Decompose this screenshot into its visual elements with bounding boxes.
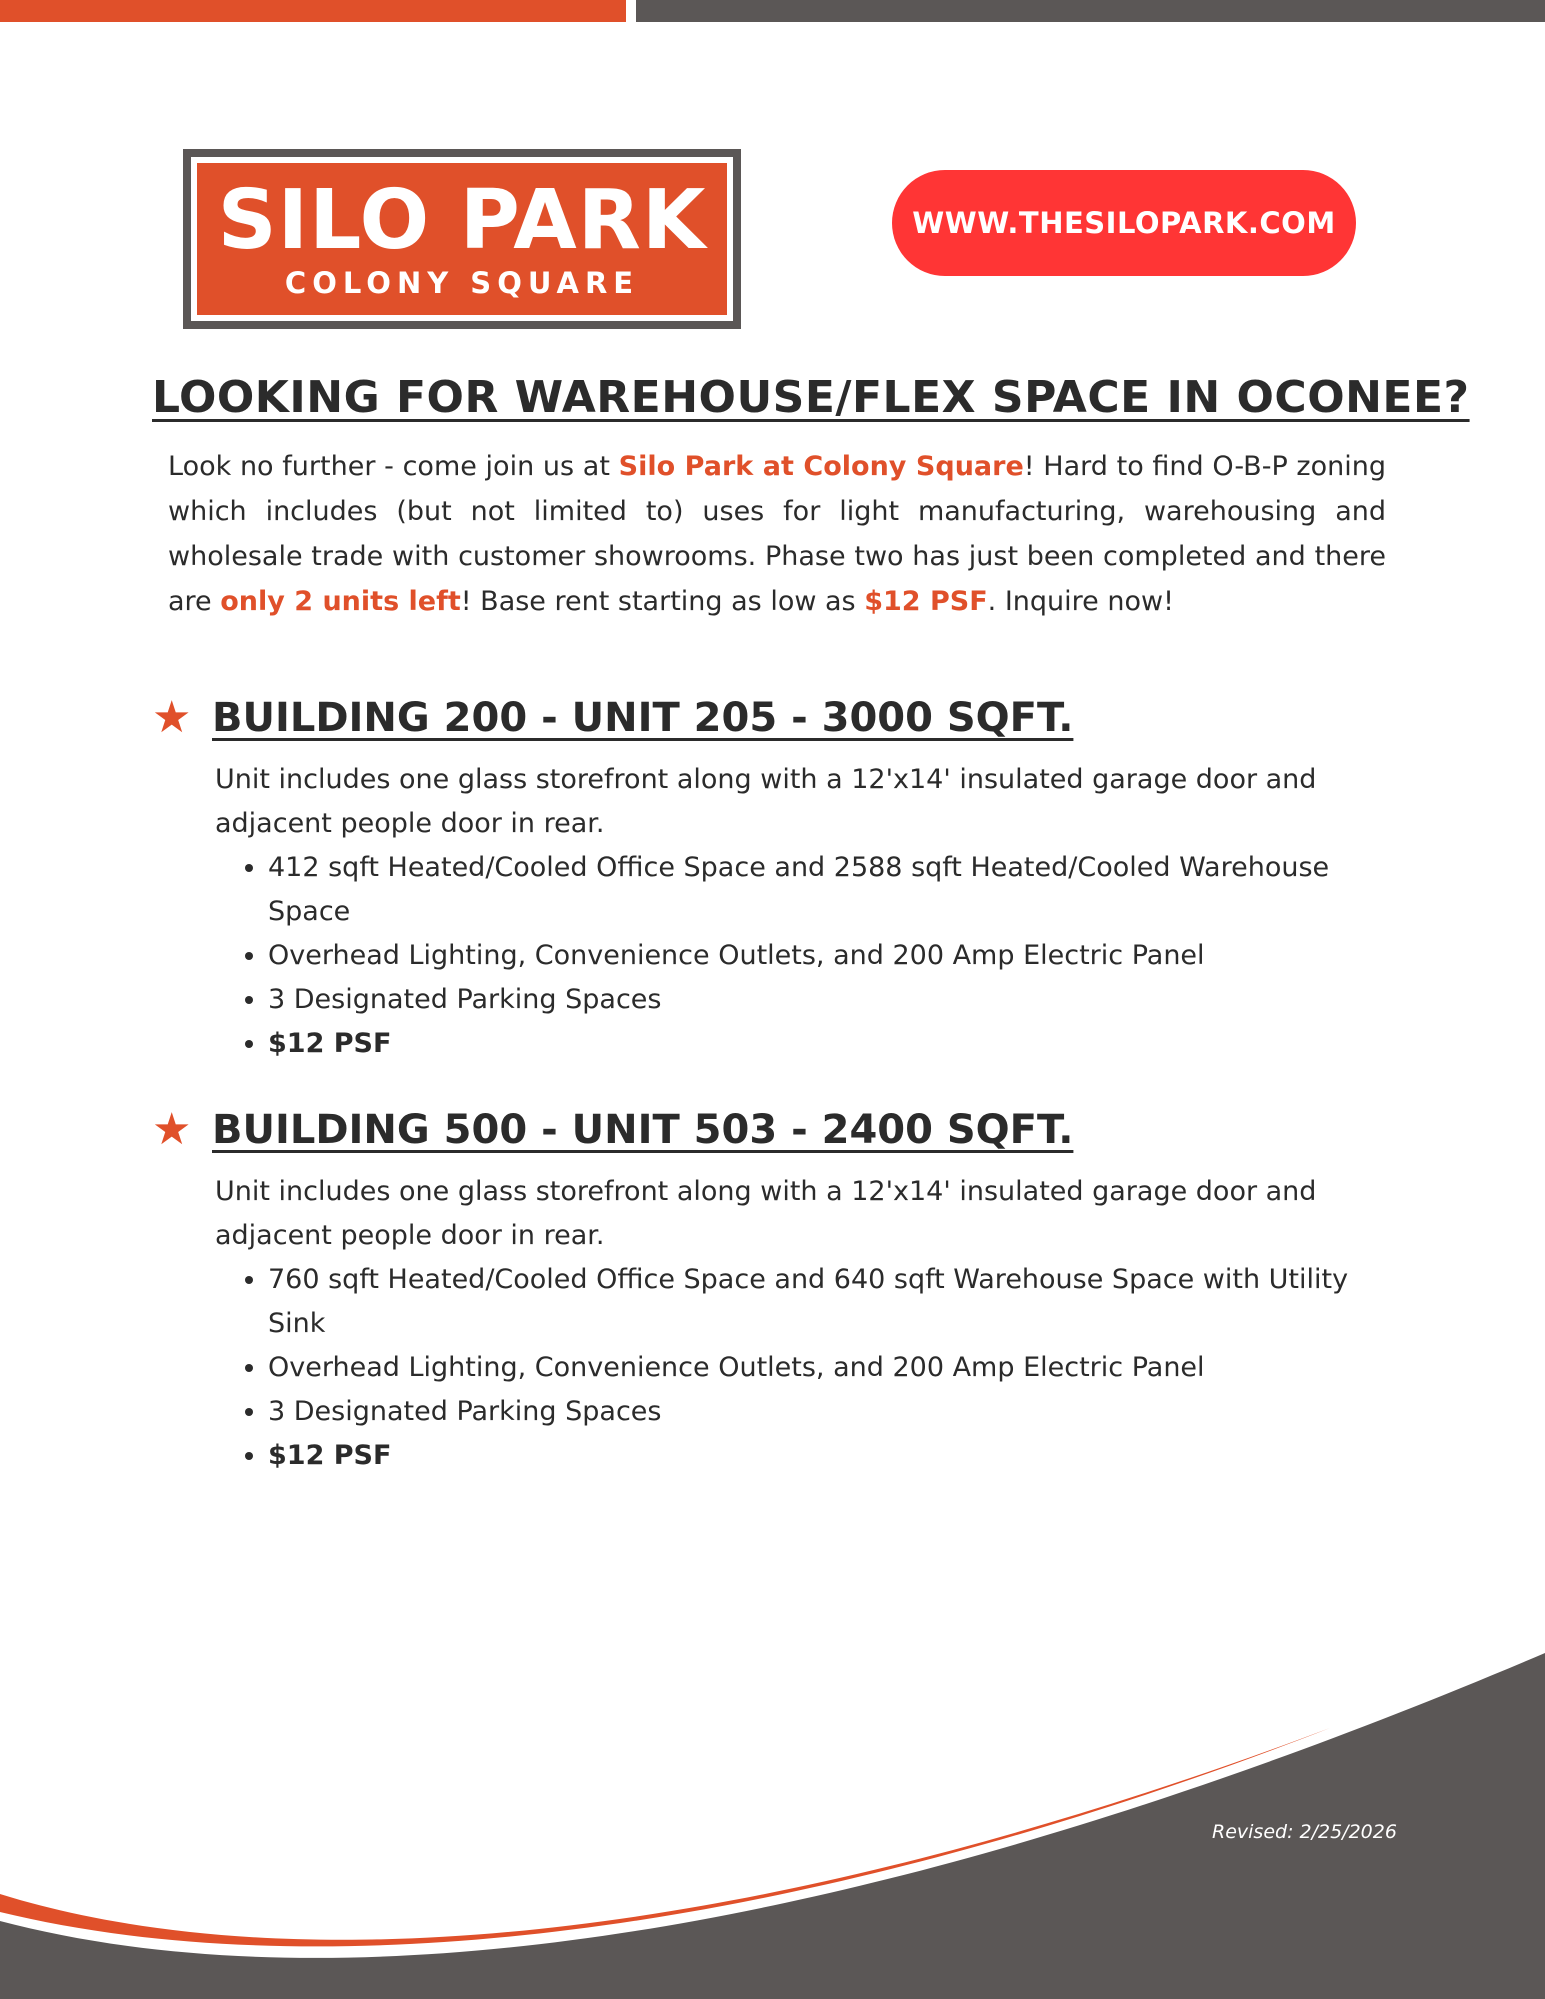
intro-paragraph xyxy=(168,444,1386,624)
silo-park-logo xyxy=(183,149,741,329)
intro-text-1: Look no further - come join us at xyxy=(168,451,619,482)
intro-highlight-park-name: Silo Park at Colony Square xyxy=(618,451,1024,482)
page-headline: LOOKING FOR WAREHOUSE/FLEX SPACE IN OCONEE? xyxy=(152,372,1470,423)
website-link[interactable]: WWW.THESILOPARK.COM xyxy=(892,170,1356,276)
top-accent-bar-gray xyxy=(636,0,1545,22)
unit-section-503 xyxy=(152,1102,1402,1478)
star-icon: ★ xyxy=(152,692,192,743)
unit-features-list xyxy=(152,846,1402,1066)
feature-item: • 760 sqft Heated/Cooled Office Space and 640 sqft Warehouse Space with Utility Sink xyxy=(268,1258,1402,1346)
logo-title: SILO PARK xyxy=(217,173,707,268)
feature-item: • 412 sqft Heated/Cooled Office Space and 2588 sqft Heated/Cooled Warehouse Space xyxy=(268,846,1402,934)
feature-item: • 3 Designated Parking Spaces xyxy=(268,978,1402,1022)
unit-description: Unit includes one glass storefront along with a 12'x14' insulated garage door and adjacent people door in rear. xyxy=(215,764,1317,839)
intro-highlight-units-left: only 2 units left xyxy=(220,586,461,617)
footer-swoosh-graphic xyxy=(0,1640,1545,1999)
revised-date: Revised: 2/25/2026 xyxy=(1212,1821,1397,1843)
feature-item-price: • $12 PSF xyxy=(268,1434,1402,1478)
logo-subtitle: COLONY SQUARE xyxy=(284,266,640,300)
intro-highlight-price: $12 PSF xyxy=(864,586,988,617)
intro-text-2: ! Hard to find O-B-P zoning which includes (but not limited to) uses for light manufacturing, warehousing and wholesale trade with customer showrooms. Phase two has just been completed and there are xyxy=(168,451,1386,617)
feature-item: • Overhead Lighting, Convenience Outlets, and 200 Amp Electric Panel xyxy=(268,1346,1402,1390)
top-accent-bar-orange xyxy=(0,0,626,22)
star-icon: ★ xyxy=(152,1104,192,1155)
unit-title: BUILDING 500 - UNIT 503 - 2400 SQFT. xyxy=(212,1107,1074,1153)
unit-section-205 xyxy=(152,690,1402,1066)
unit-title: BUILDING 200 - UNIT 205 - 3000 SQFT. xyxy=(212,695,1074,741)
feature-item: • Overhead Lighting, Convenience Outlets, and 200 Amp Electric Panel xyxy=(268,934,1402,978)
feature-item: • 3 Designated Parking Spaces xyxy=(268,1390,1402,1434)
unit-description: Unit includes one glass storefront along with a 12'x14' insulated garage door and adjacent people door in rear. xyxy=(215,1176,1317,1251)
intro-text-3: ! Base rent starting as low as xyxy=(460,586,865,617)
intro-text-4: . Inquire now! xyxy=(987,586,1174,617)
unit-features-list xyxy=(152,1258,1402,1478)
feature-item-price: • $12 PSF xyxy=(268,1022,1402,1066)
